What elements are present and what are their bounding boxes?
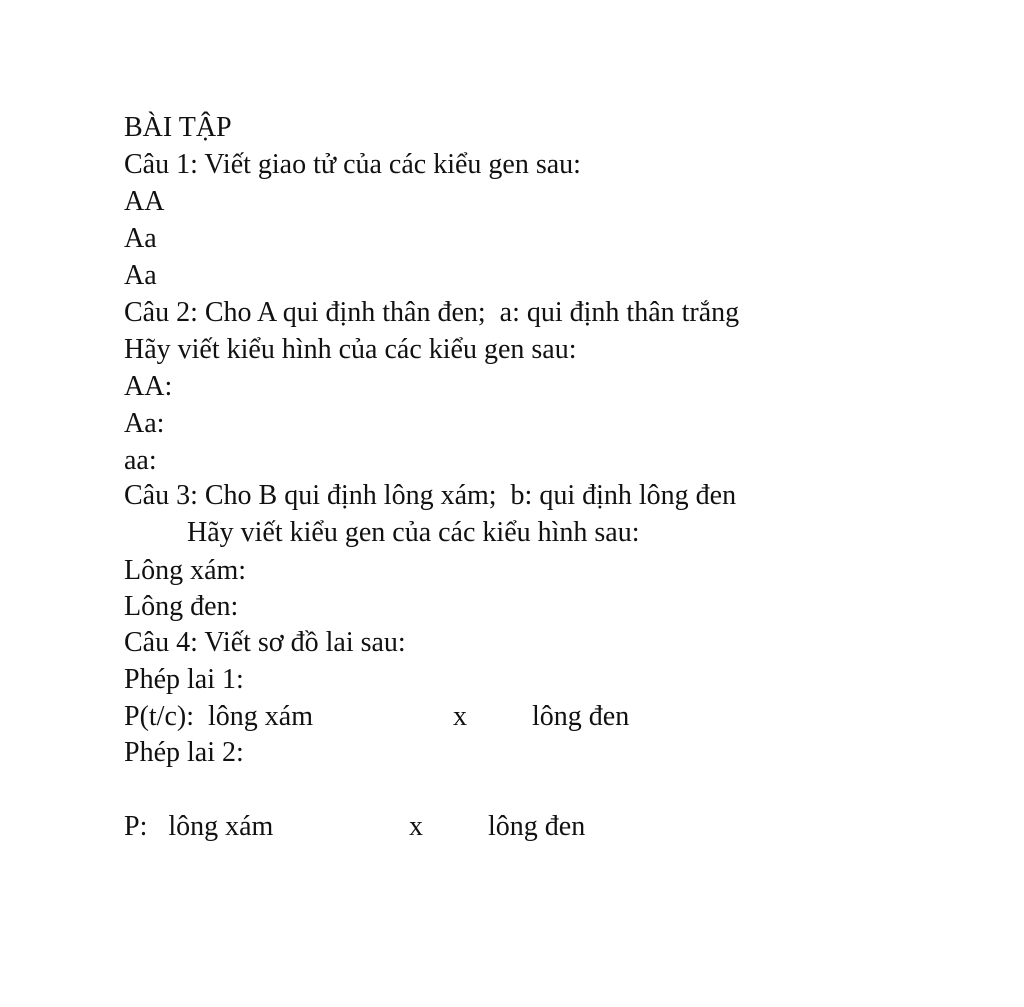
- question-4-prompt: Câu 4: Viết sơ đồ lai sau:: [124, 627, 406, 658]
- worksheet-title: BÀI TẬP: [124, 112, 232, 143]
- cross-1-label: Phép lai 1:: [124, 664, 244, 695]
- question-1-item: Aa: [124, 260, 157, 291]
- question-1-prompt: Câu 1: Viết giao tử của các kiểu gen sau:: [124, 149, 581, 180]
- question-3-item: Lông đen:: [124, 591, 239, 622]
- question-2-item: AA:: [124, 371, 173, 402]
- cross-1-parent-male: lông đen: [532, 701, 630, 732]
- question-2-prompt: Câu 2: Cho A qui định thân đen; a: qui định thân trắng: [124, 297, 740, 328]
- question-1-item: AA: [124, 186, 165, 217]
- question-3-item: Lông xám:: [124, 555, 247, 586]
- question-2-item: Aa:: [124, 408, 165, 439]
- question-2-instruction: Hãy viết kiểu hình của các kiểu gen sau:: [124, 334, 577, 365]
- cross-2-parent-female: P: lông xám: [124, 811, 274, 842]
- cross-2-label: Phép lai 2:: [124, 737, 244, 768]
- cross-2-times-symbol: x: [409, 811, 423, 842]
- question-2-item: aa:: [124, 445, 157, 476]
- cross-2-parent-male: lông đen: [488, 811, 586, 842]
- cross-1-parent-female: P(t/c): lông xám: [124, 701, 313, 732]
- question-3-instruction: Hãy viết kiểu gen của các kiểu hình sau:: [187, 517, 640, 548]
- cross-1-times-symbol: x: [453, 701, 467, 732]
- question-3-prompt: Câu 3: Cho B qui định lông xám; b: qui định lông đen: [124, 480, 737, 511]
- question-1-item: Aa: [124, 223, 157, 254]
